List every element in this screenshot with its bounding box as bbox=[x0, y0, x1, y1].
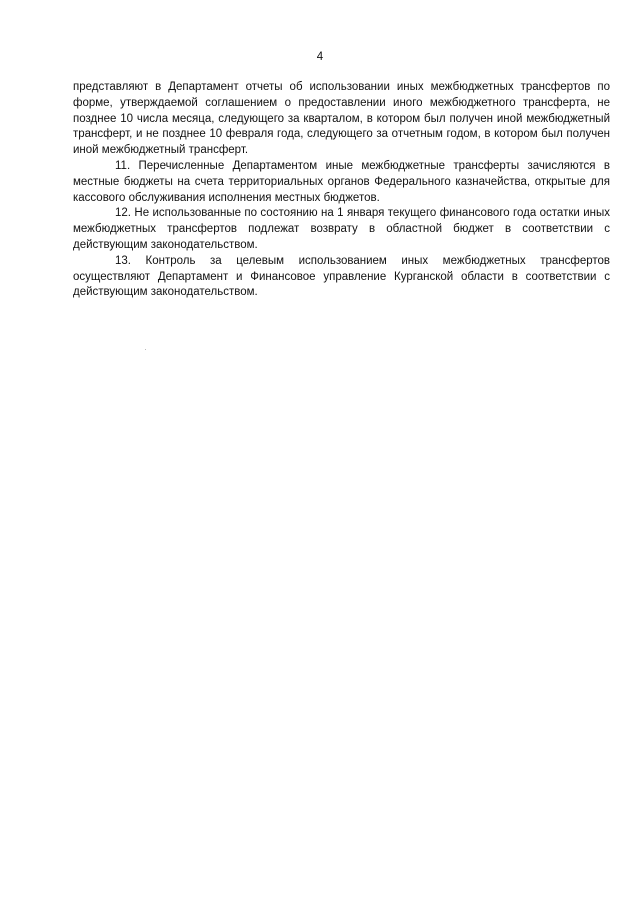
paragraph-item-13: 13. Контроль за целевым использованием иных межбюджетных трансфертов осуществляют Департамент и Финансовое управление Курганской области в соответствии с действующим законодательством. bbox=[73, 254, 610, 299]
paragraph-item-11: 11. Перечисленные Департаментом иные межбюджетные трансферты зачисляются в местные бюджеты на счета территориальных органов Федерального казначейства, открытые для кассового обслуживания исполнения местных бюджетов. bbox=[73, 159, 610, 204]
document-body bbox=[73, 80, 610, 301]
page-number: 4 bbox=[316, 51, 324, 63]
scan-speck bbox=[145, 349, 146, 350]
paragraph-continuation: представляют в Департамент отчеты об использовании иных межбюджетных трансфертов по форме, утверждаемой соглашением о предоставлении иного межбюджетного трансферта, не позднее 10 числа месяца, следующего за кварталом, в котором был получен иной межбюджетный трансферт, и не позднее 10 февраля года, следующего за отчетным годом, в котором был получен иной межбюджетный трансферт. bbox=[73, 81, 610, 157]
paragraph-item-12: 12. Не использованные по состоянию на 1 января текущего финансового года остатки иных межбюджетных трансфертов подлежат возврату в областной бюджет в соответствии с действующим законодательством. bbox=[73, 207, 610, 251]
